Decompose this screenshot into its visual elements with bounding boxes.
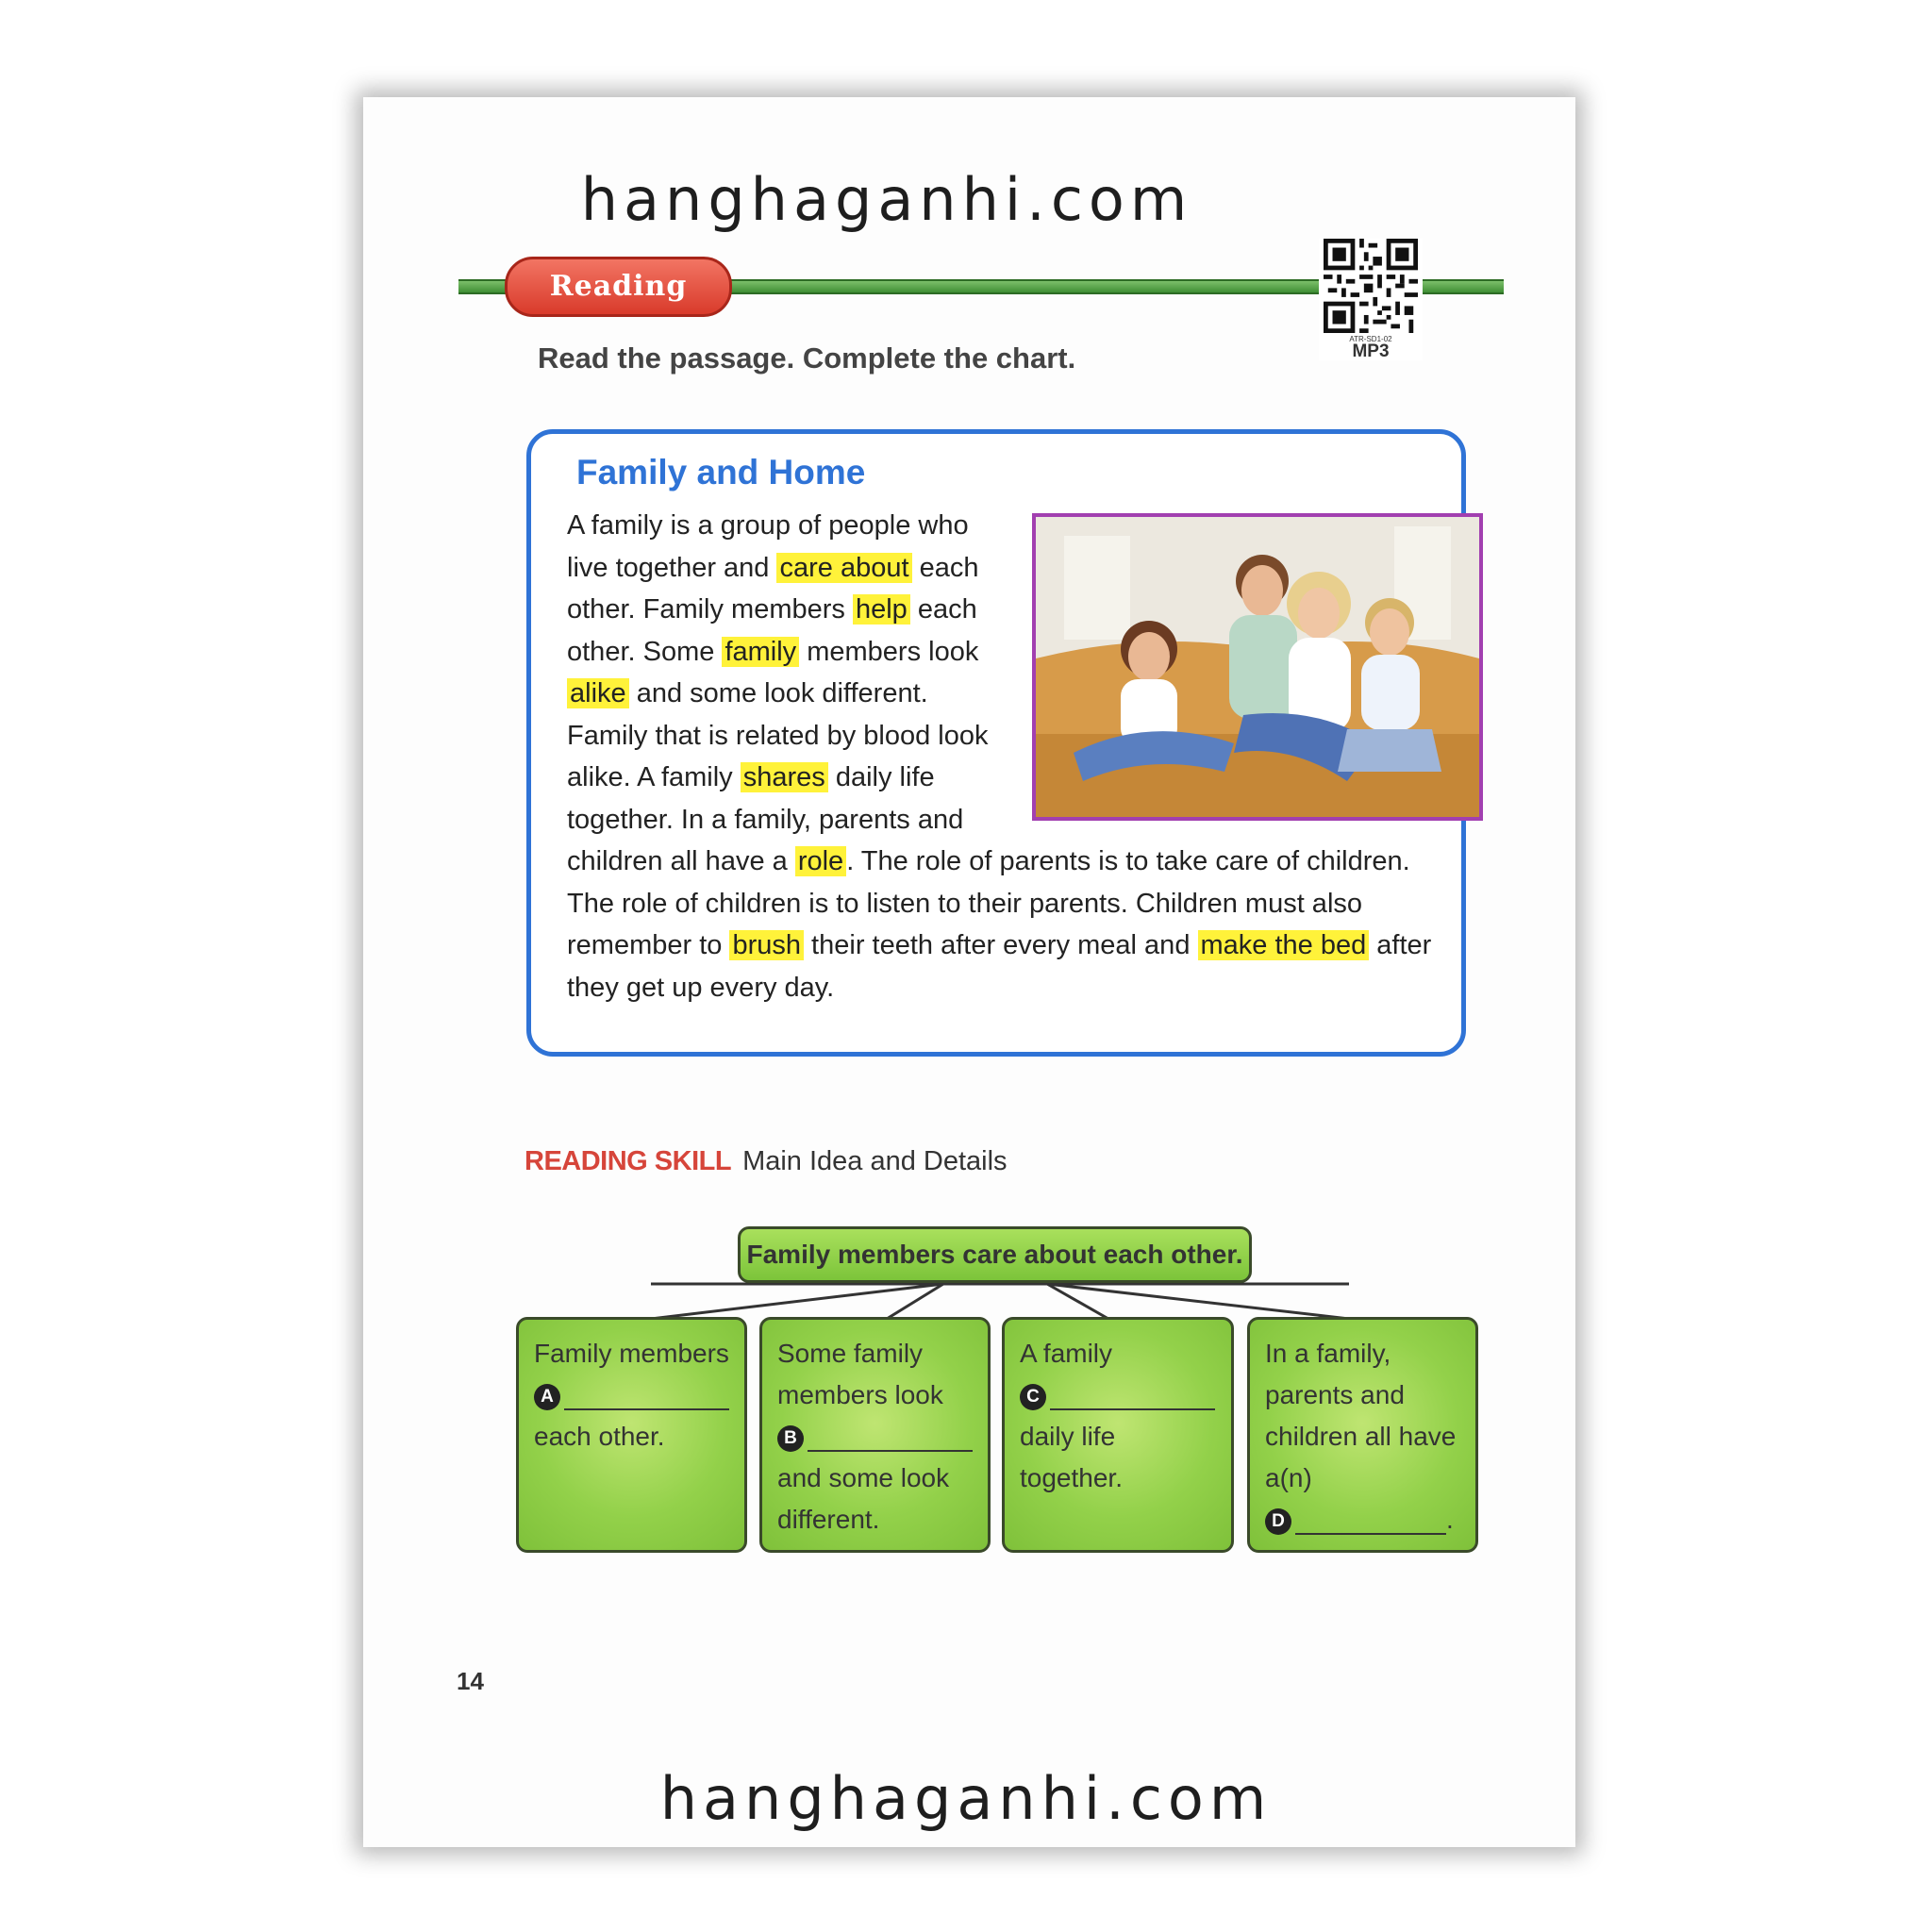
passage-text-segment: and some look different. Family that is related by blood look alike. A family [567, 678, 989, 792]
vocab-highlight: role [795, 846, 846, 876]
answer-letter: C [1020, 1384, 1046, 1410]
vocab-highlight: make the bed [1198, 930, 1370, 960]
detail-text: . [1446, 1505, 1454, 1534]
detail-box-a [516, 1317, 747, 1553]
watermark-bottom: hanghaganhi.com [659, 1764, 1273, 1833]
passage-title: Family and Home [576, 453, 866, 491]
qr-code-id: ATR-SD1-02 [1349, 335, 1392, 343]
vocab-highlight: care about [776, 553, 911, 583]
reading-skill-label: READING SKILL [525, 1146, 732, 1176]
answer-letter: D [1265, 1508, 1291, 1535]
passage-text-segment: daily life together. In a family, parents and children all have a [567, 762, 964, 876]
detail-text: daily life together. [1020, 1422, 1123, 1492]
section-label-reading: Reading [505, 257, 732, 317]
passage-text-segment: each other. Family members [567, 552, 979, 625]
vocab-highlight: brush [729, 930, 804, 960]
passage-text-segment: A family is a group of people who live together and [567, 510, 969, 583]
passage-text-segment: after they get up every day. [567, 930, 1432, 1003]
detail-box-c [1002, 1317, 1234, 1553]
answer-blank-c[interactable] [1050, 1384, 1215, 1410]
reading-skill-name: Main Idea and Details [742, 1146, 1008, 1176]
page-number: 14 [457, 1667, 484, 1695]
main-idea-box: Family members care about each other. [738, 1226, 1252, 1283]
detail-text: and some look different. [777, 1463, 950, 1534]
passage-text-segment: their teeth after every meal and [804, 930, 1198, 960]
detail-box-b [759, 1317, 991, 1553]
detail-text: Family members [534, 1339, 729, 1368]
detail-text: each other. [534, 1422, 665, 1451]
answer-blank-d[interactable] [1295, 1508, 1446, 1535]
detail-text: Some family members look [777, 1339, 943, 1409]
passage-text-segment: each other. Some [567, 594, 977, 667]
watermark-top: hanghaganhi.com [580, 165, 1193, 234]
answer-letter: B [777, 1425, 804, 1452]
vocab-highlight: alike [567, 678, 629, 708]
passage-text-segment: members look [799, 636, 979, 667]
vocab-highlight: shares [741, 762, 828, 792]
answer-blank-b[interactable] [808, 1425, 973, 1452]
vocab-highlight: help [853, 594, 910, 625]
answer-blank-a[interactable] [564, 1384, 729, 1410]
detail-text: A family [1020, 1339, 1113, 1368]
vocab-highlight: family [722, 637, 799, 667]
detail-box-d [1247, 1317, 1478, 1553]
detail-text: In a family, parents and children all have a(n) [1265, 1339, 1457, 1492]
audio-label: MP3 [1352, 341, 1390, 361]
instruction: Read the passage. Complete the chart. [538, 341, 1076, 375]
answer-letter: A [534, 1384, 560, 1410]
passage-text-segment: . The role of parents is to take care of children. The role of children is to listen to their parents. Children must also remember to [567, 846, 1410, 960]
